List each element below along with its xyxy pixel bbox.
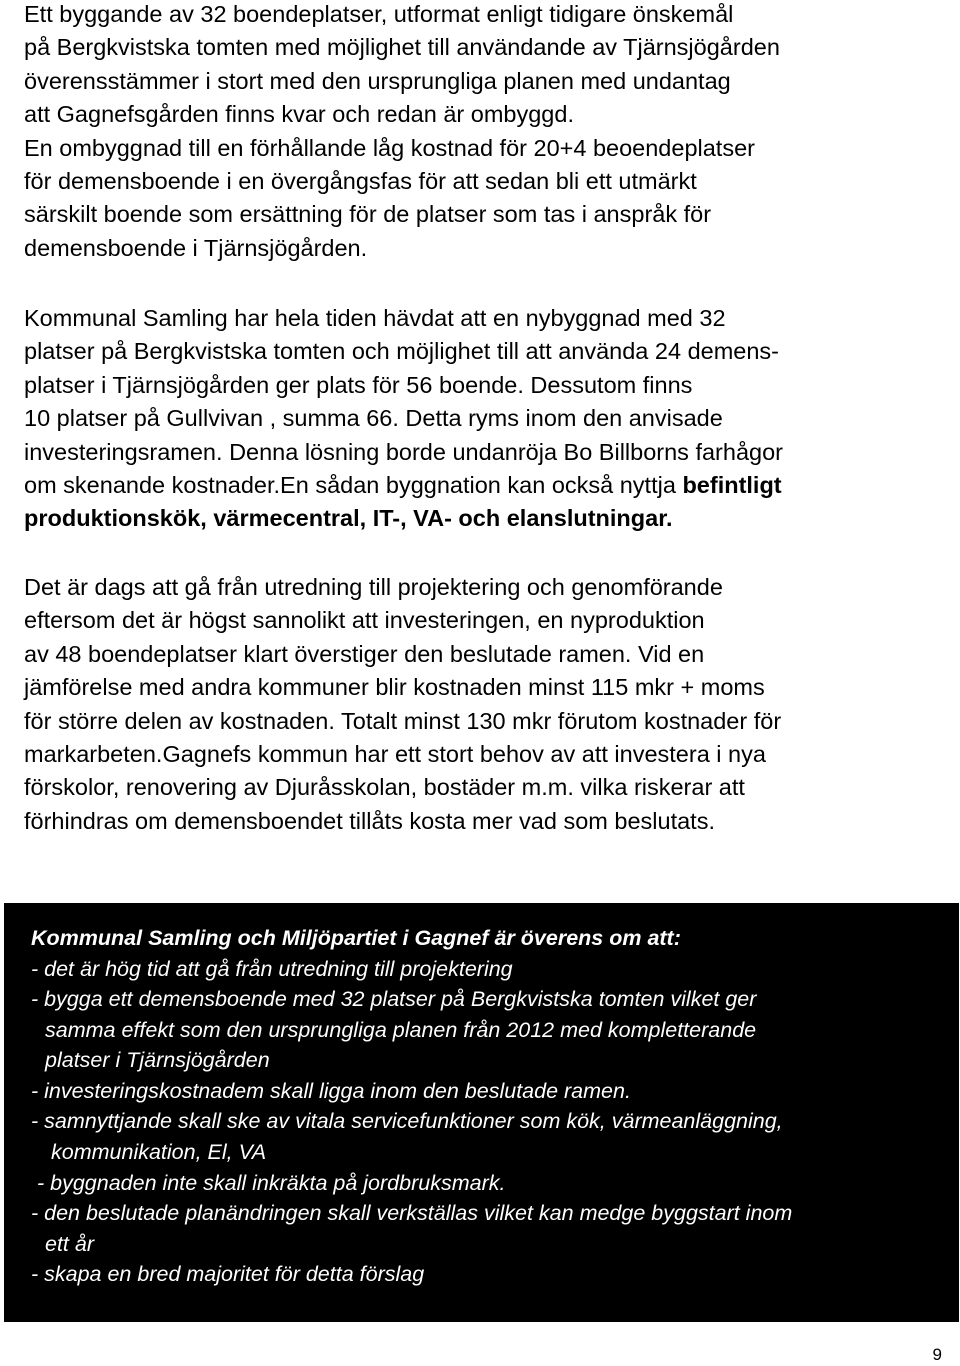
text-line: investeringsramen. Denna lösning borde undanröja Bo Billborns farhågor	[24, 438, 783, 465]
text-line: En ombyggnad till en förhållande låg kostnad för 20+4 beoendeplatser	[24, 134, 755, 161]
agreement-line: ett år	[45, 1232, 94, 1256]
text-line: platser i Tjärnsjögården ger plats för 56 boende. Dessutom finns	[24, 371, 693, 398]
text-line: förskolor, renovering av Djuråsskolan, bostäder m.m. vilka riskerar att	[24, 774, 745, 801]
text-line: att Gagnefsgården finns kvar och redan är ombyggd.	[24, 101, 574, 128]
agreement-heading: Kommunal Samling och Miljöpartiet i Gagnef är överens om att:	[31, 926, 681, 950]
text-line: för större delen av kostnaden. Totalt minst 130 mkr förutom kostnader för	[24, 707, 782, 734]
text-line: jämförelse med andra kommuner blir kostnaden minst 115 mkr + moms	[24, 674, 765, 701]
bold-text-segment: befintligt	[682, 472, 782, 499]
text-line: demensboende i Tjärnsjögården.	[24, 234, 368, 261]
text-line: för demensboende i en övergångsfas för att sedan bli ett utmärkt	[24, 168, 697, 195]
paragraph-2	[24, 302, 954, 536]
text-line: Kommunal Samling har hela tiden hävdat att en nybyggnad med 32	[24, 305, 726, 331]
agreement-line: kommunikation, El, VA	[51, 1140, 267, 1164]
agreement-line: - samnyttjande skall ske av vitala servicefunktioner som kök, värmeanläggning,	[31, 1109, 783, 1133]
text-line: 10 platser på Gullvivan , summa 66. Detta ryms inom den anvisade	[24, 405, 723, 432]
text-line: särskilt boende som ersättning för de platser som tas i anspråk för	[24, 201, 712, 228]
text-line-mixed	[24, 469, 954, 502]
agreement-line: - investeringskostnadem skall ligga inom den beslutade ramen.	[31, 1079, 631, 1103]
text-line: markarbeten.Gagnefs kommun har ett stort behov av att investera i nya	[24, 741, 766, 768]
text-line: på Bergkvistska tomten med möjlighet till användande av Tjärnsjögården	[24, 34, 780, 61]
text-line: eftersom det är högst sannolikt att investeringen, en nyproduktion	[24, 607, 705, 634]
agreement-line: - bygga ett demensboende med 32 platser på Bergkvistska tomten vilket ger	[31, 987, 757, 1011]
text-line: Det är dags att gå från utredning till projektering och genomförande	[24, 574, 723, 600]
agreement-line: - byggnaden inte skall inkräkta på jordbruksmark.	[37, 1171, 506, 1195]
text-segment: om skenande kostnader.En sådan byggnation kan också nyttja	[24, 472, 683, 499]
paragraph-1	[24, 0, 954, 265]
agreement-line: samma effekt som den ursprungliga planen från 2012 med kompletterande	[45, 1018, 757, 1042]
agreement-line: - skapa en bred majoritet för detta förslag	[31, 1262, 425, 1286]
agreement-line: - det är hög tid att gå från utredning till projektering	[31, 957, 513, 981]
page-number: 9	[932, 1345, 942, 1364]
paragraph-3	[24, 571, 954, 838]
text-line: överensstämmer i stort med den ursprungliga planen med undantag	[24, 67, 731, 94]
text-line: förhindras om demensboendet tillåts kosta mer vad som beslutats.	[24, 807, 715, 834]
agreement-line: - den beslutade planändringen skall verkställas vilket kan medge byggstart inom	[31, 1201, 793, 1225]
text-line: av 48 boendeplatser klart överstiger den beslutade ramen. Vid en	[24, 640, 705, 667]
text-line: Ett byggande av 32 boendeplatser, utformat enligt tidigare önskemål	[24, 1, 734, 27]
agreement-box	[4, 903, 959, 1322]
bold-text-line: produktionskök, värmecentral, IT-, VA- och elanslutningar.	[24, 505, 673, 532]
text-line: platser på Bergkvistska tomten och möjlighet till att använda 24 demens-	[24, 338, 780, 365]
agreement-line: platser i Tjärnsjögården	[45, 1048, 270, 1072]
